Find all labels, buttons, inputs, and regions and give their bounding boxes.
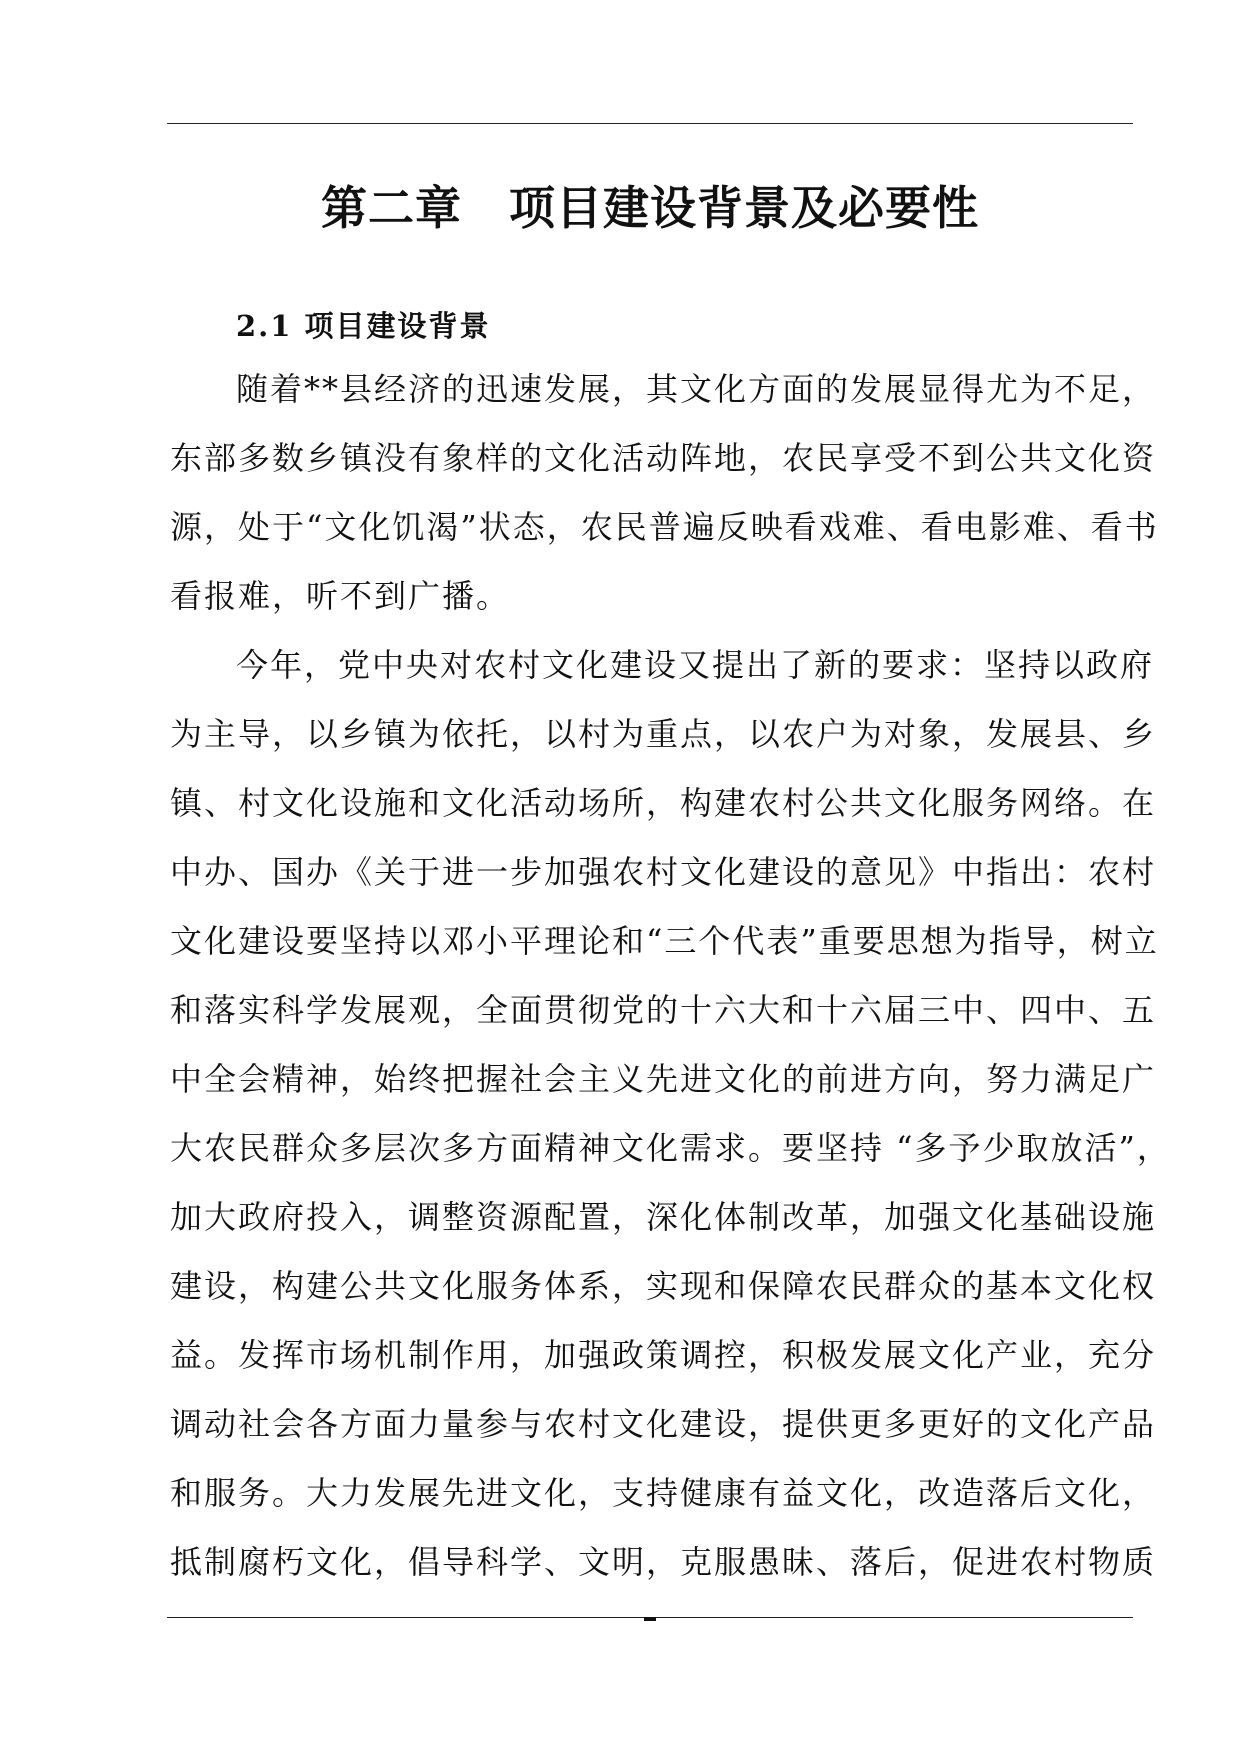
text-line: 中全会精神，始终把握社会主义先进文化的前进方向，努力满足广 xyxy=(170,1060,1157,1098)
text-line: 加大政府投入，调整资源配置，深化体制改革，加强文化基础设施 xyxy=(170,1198,1157,1236)
text-line: 今年，党中央对农村文化建设又提出了新的要求：坚持以政府 xyxy=(236,646,1155,684)
paragraph-2 xyxy=(170,631,1171,1597)
section-heading: 2.1 项目建设背景 xyxy=(236,309,491,343)
text-line: 为主导，以乡镇为依托，以村为重点，以农户为对象，发展县、乡 xyxy=(170,715,1157,753)
text-line: 东部多数乡镇没有象样的文化活动阵地，农民享受不到公共文化资 xyxy=(170,439,1157,477)
text-line: 调动社会各方面力量参与农村文化建设，提供更多更好的文化产品 xyxy=(170,1405,1157,1443)
text-line: 镇、村文化设施和文化活动场所，构建农村公共文化服务网络。在 xyxy=(170,784,1157,822)
text-line: 随着**县经济的迅速发展，其文化方面的发展显得尤为不足， xyxy=(236,370,1157,408)
paragraph-1 xyxy=(170,355,1159,631)
text-line: 和落实科学发展观，全面贯彻党的十六大和十六届三中、四中、五 xyxy=(170,991,1157,1029)
header-rule xyxy=(167,123,1133,124)
text-line: 中办、国办《关于进一步加强农村文化建设的意见》中指出：农村 xyxy=(170,853,1157,891)
chapter-title: 第二章 项目建设背景及必要性 xyxy=(321,181,979,235)
text-line: 看报难，听不到广播。 xyxy=(170,577,511,615)
text-line: 源，处于“文化饥渴”状态，农民普遍反映看戏难、看电影难、看书 xyxy=(170,508,1159,546)
text-line: 文化建设要坚持以邓小平理论和“三个代表”重要思想为指导，树立 xyxy=(170,922,1159,960)
text-line: 益。发挥市场机制作用，加强政策调控，积极发展文化产业，充分 xyxy=(170,1336,1157,1374)
text-line: 大农民群众多层次多方面精神文化需求。要坚持 “多予少取放活”， xyxy=(170,1129,1171,1167)
page-number-mark xyxy=(644,1617,656,1621)
text-line: 和服务。大力发展先进文化，支持健康有益文化，改造落后文化， xyxy=(170,1474,1157,1512)
body-text xyxy=(170,355,1171,1597)
text-line: 建设，构建公共文化服务体系，实现和保障农民群众的基本文化权 xyxy=(170,1267,1157,1305)
text-line: 抵制腐朽文化，倡导科学、文明，克服愚昧、落后，促进农村物质 xyxy=(170,1543,1157,1581)
